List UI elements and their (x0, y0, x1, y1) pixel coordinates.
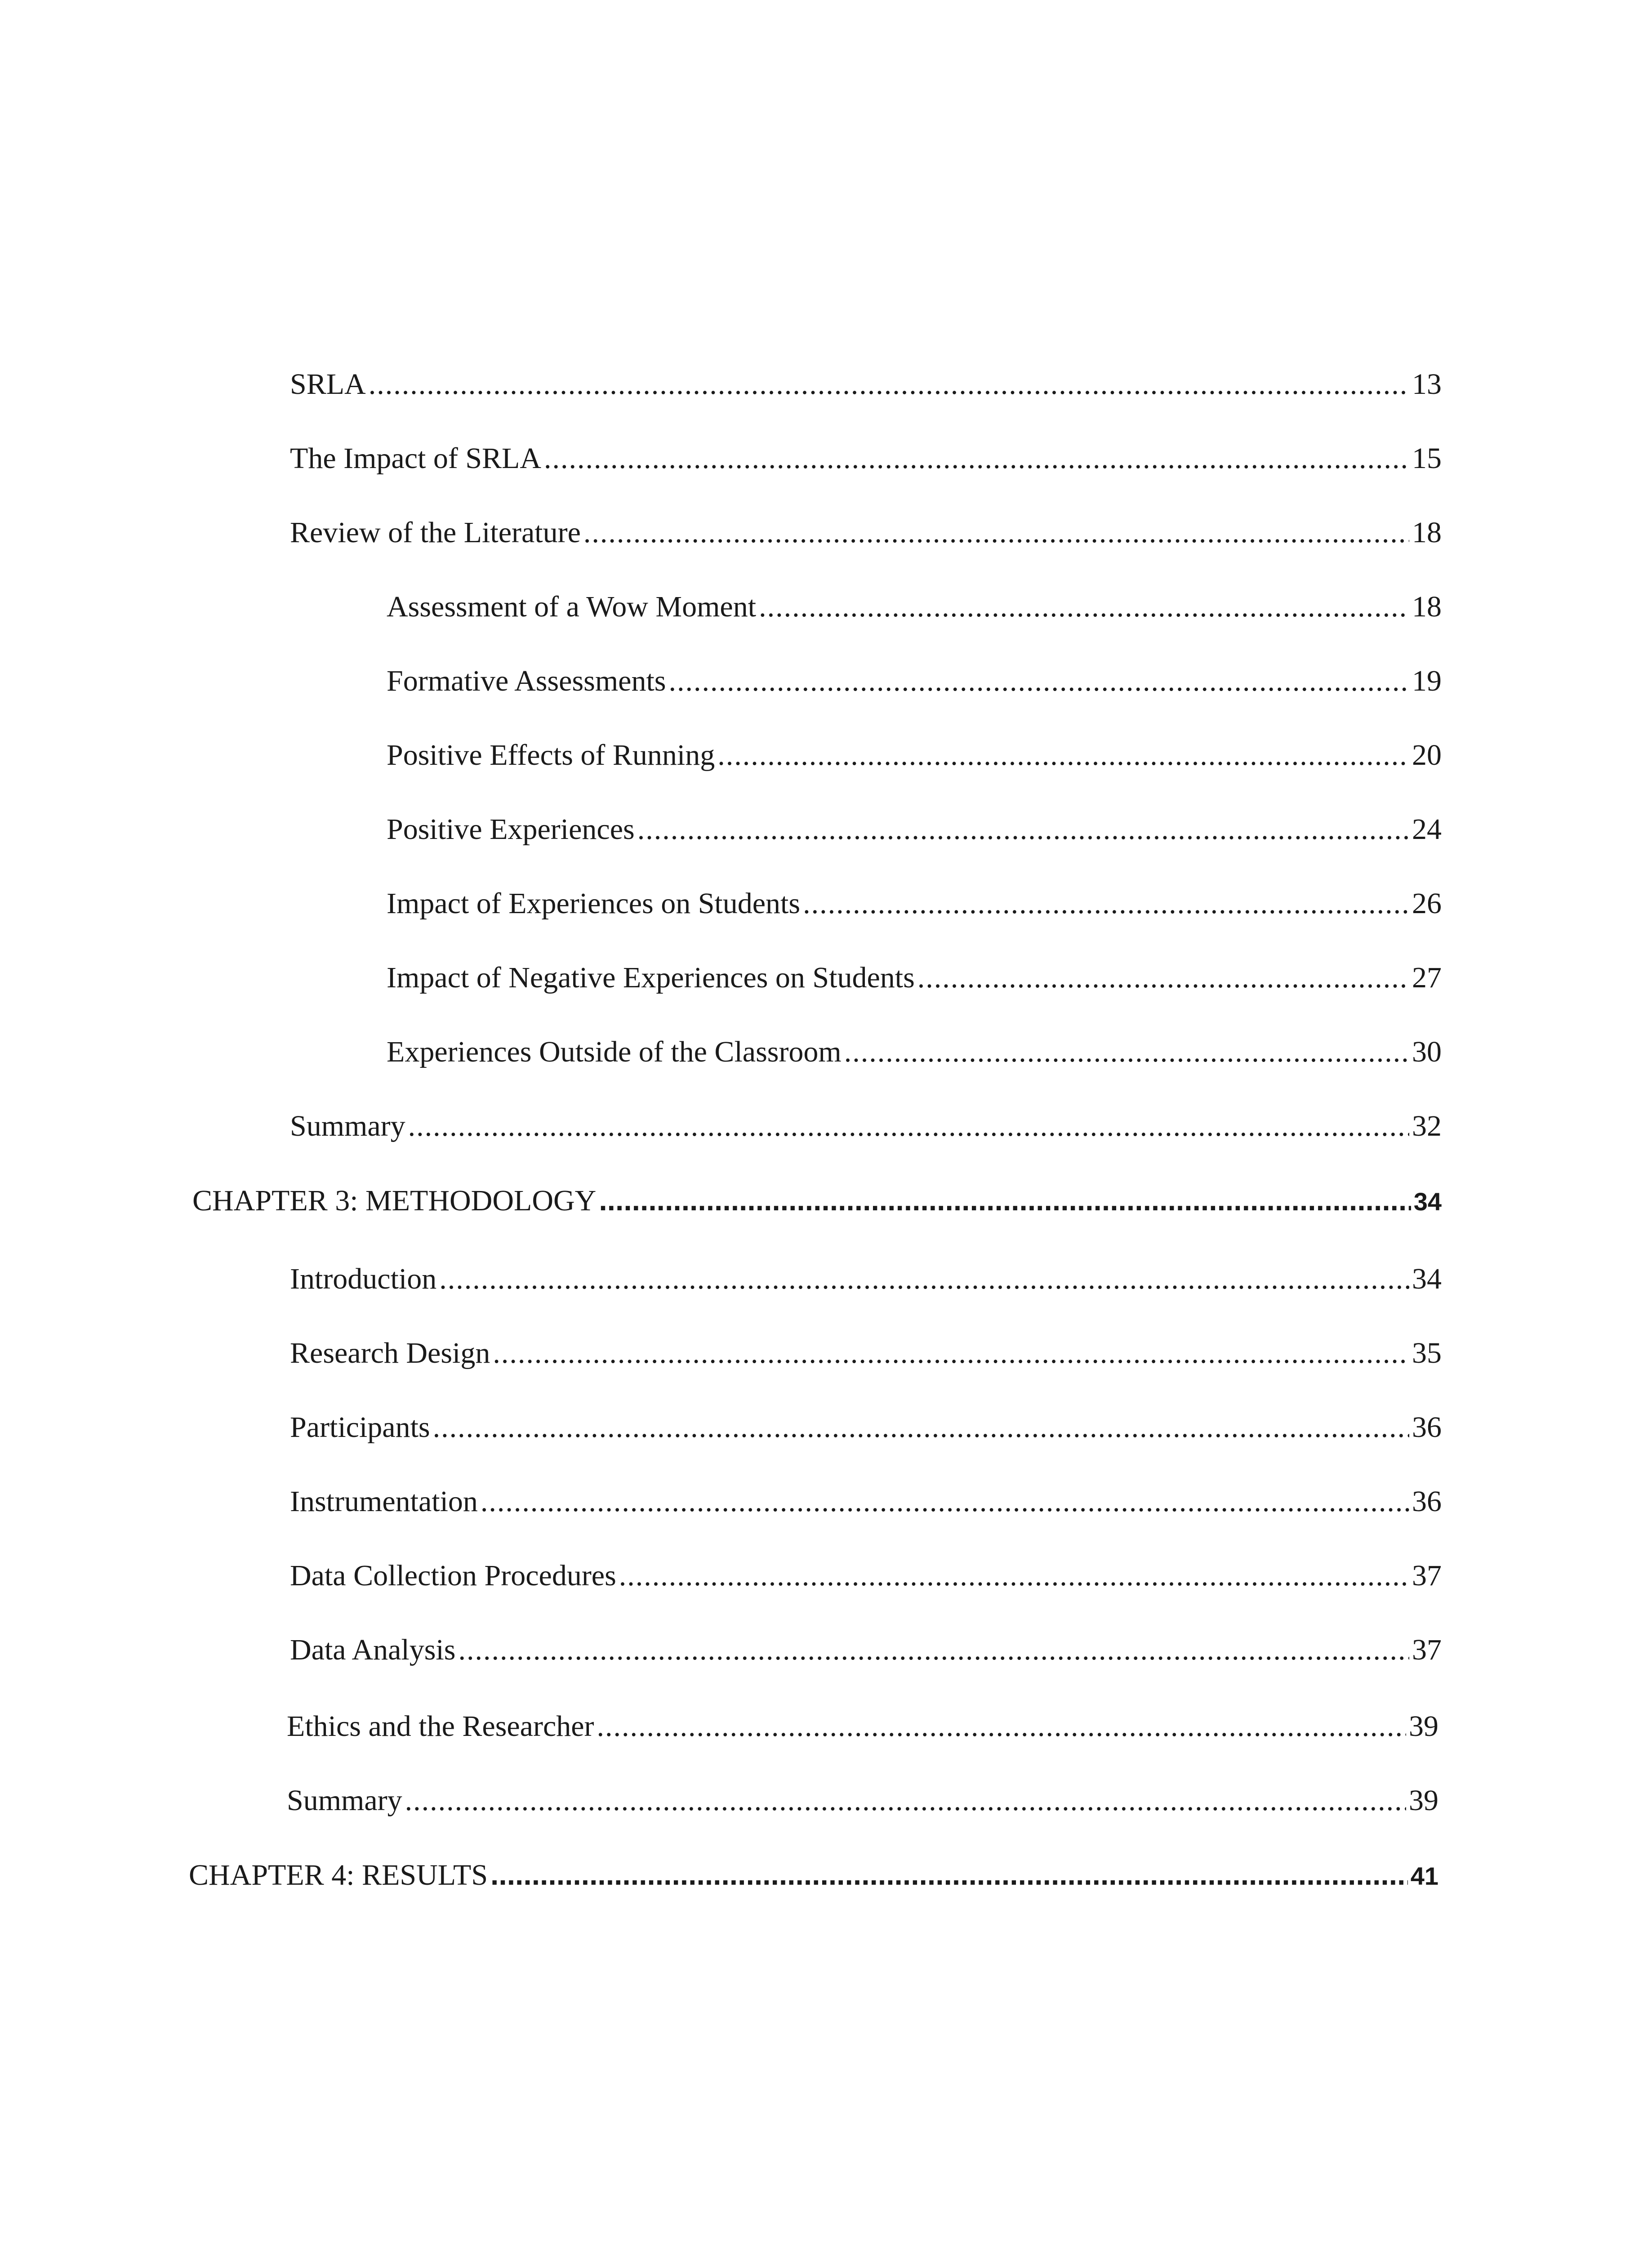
toc-entry-assessment-wow-moment[interactable] (387, 589, 1442, 624)
toc-entry-page: 39 (1409, 1710, 1438, 1743)
dot-leader (619, 1558, 1409, 1593)
toc-entry-instrumentation[interactable] (290, 1484, 1442, 1519)
dot-leader (844, 1034, 1409, 1070)
dot-leader (669, 663, 1410, 699)
toc-entry-title: Introduction (290, 1262, 437, 1295)
toc-entry-page: 36 (1412, 1485, 1442, 1518)
toc-entry-title: CHAPTER 4: RESULTS (189, 1859, 488, 1891)
dot-leader (408, 1108, 1409, 1144)
toc-entry-title: Positive Experiences (387, 813, 635, 846)
toc-entry-page: 39 (1409, 1784, 1438, 1817)
toc-entry-title: Summary (287, 1784, 402, 1817)
dot-leader (481, 1484, 1409, 1519)
toc-entry-chapter-4[interactable] (189, 1857, 1438, 1893)
toc-entry-page: 34 (1413, 1187, 1442, 1216)
toc-entry-title: SRLA (290, 368, 366, 401)
toc-entry-data-collection-procedures[interactable] (290, 1558, 1442, 1593)
toc-entry-page: 26 (1412, 887, 1442, 920)
toc-entry-page: 18 (1412, 590, 1442, 623)
toc-entry-chapter-3[interactable] (192, 1182, 1442, 1218)
toc-entry-title: Assessment of a Wow Moment (387, 590, 757, 623)
toc-entry-page: 24 (1412, 813, 1442, 846)
toc-entry-srla[interactable] (290, 366, 1442, 402)
dot-leader (583, 515, 1409, 550)
dot-leader (439, 1261, 1409, 1297)
toc-entry-positive-experiences[interactable] (387, 812, 1442, 847)
toc-entry-title: Impact of Negative Experiences on Students (387, 961, 915, 994)
dot-leader (803, 886, 1409, 921)
toc-entry-page: 37 (1412, 1559, 1442, 1592)
toc-entry-title: Summary (290, 1110, 405, 1142)
toc-entry-summary-ch2[interactable] (290, 1108, 1442, 1144)
toc-entry-page: 34 (1412, 1262, 1442, 1295)
dot-leader (369, 366, 1409, 402)
toc-entry-title: Formative Assessments (387, 665, 666, 697)
toc-entry-title: Ethics and the Researcher (287, 1710, 594, 1743)
toc-entry-title: Instrumentation (290, 1485, 478, 1518)
toc-entry-title: Review of the Literature (290, 516, 581, 549)
toc-entry-impact-of-srla[interactable] (290, 441, 1442, 476)
toc-entry-review-of-literature[interactable] (290, 515, 1442, 550)
toc-entry-page: 13 (1412, 368, 1442, 401)
toc-entry-title: Data Analysis (290, 1633, 456, 1666)
toc-entry-page: 19 (1412, 665, 1442, 697)
toc-entry-title: Experiences Outside of the Classroom (387, 1035, 842, 1068)
toc-entry-page: 35 (1412, 1337, 1442, 1369)
toc-entry-ethics-researcher[interactable] (287, 1708, 1438, 1744)
toc-entry-title: Positive Effects of Running (387, 739, 715, 772)
dot-leader (599, 1182, 1411, 1218)
toc-entry-title: Participants (290, 1411, 430, 1444)
toc-entry-page: 20 (1412, 739, 1442, 772)
toc-entry-positive-effects-running[interactable] (387, 737, 1442, 773)
toc-entry-page: 41 (1410, 1862, 1438, 1890)
toc-entry-title: Research Design (290, 1337, 490, 1369)
toc-entry-introduction[interactable] (290, 1261, 1442, 1297)
toc-entry-research-design[interactable] (290, 1335, 1442, 1371)
toc-entry-formative-assessments[interactable] (387, 663, 1442, 699)
toc-entry-page: 36 (1412, 1411, 1442, 1444)
toc-entry-impact-experiences-students[interactable] (387, 886, 1442, 921)
toc-entry-page: 30 (1412, 1035, 1442, 1068)
toc-entry-page: 18 (1412, 516, 1442, 549)
dot-leader (490, 1857, 1408, 1892)
dot-leader (917, 960, 1409, 995)
dot-leader (759, 589, 1409, 624)
toc-entry-title: The Impact of SRLA (290, 442, 542, 475)
toc-entry-title: Impact of Experiences on Students (387, 887, 801, 920)
dot-leader (637, 812, 1409, 847)
toc-entry-participants[interactable] (290, 1409, 1442, 1445)
dot-leader (717, 737, 1409, 773)
toc-entry-summary-ch3[interactable] (287, 1783, 1438, 1818)
dot-leader (405, 1783, 1406, 1818)
toc-entry-page: 37 (1412, 1633, 1442, 1666)
dot-leader (458, 1632, 1409, 1668)
dot-leader (493, 1335, 1409, 1371)
dot-leader (544, 441, 1409, 476)
toc-entry-data-analysis[interactable] (290, 1632, 1442, 1668)
toc-entry-title: CHAPTER 3: METHODOLOGY (192, 1184, 597, 1217)
toc-entry-page: 27 (1412, 961, 1442, 994)
dot-leader (433, 1409, 1409, 1445)
toc-entry-title: Data Collection Procedures (290, 1559, 616, 1592)
toc-entry-page: 32 (1412, 1110, 1442, 1142)
toc-entry-experiences-outside-classroom[interactable] (387, 1034, 1442, 1070)
toc-entry-page: 15 (1412, 442, 1442, 475)
toc-entry-impact-negative-experiences[interactable] (387, 960, 1442, 995)
dot-leader (597, 1708, 1406, 1744)
